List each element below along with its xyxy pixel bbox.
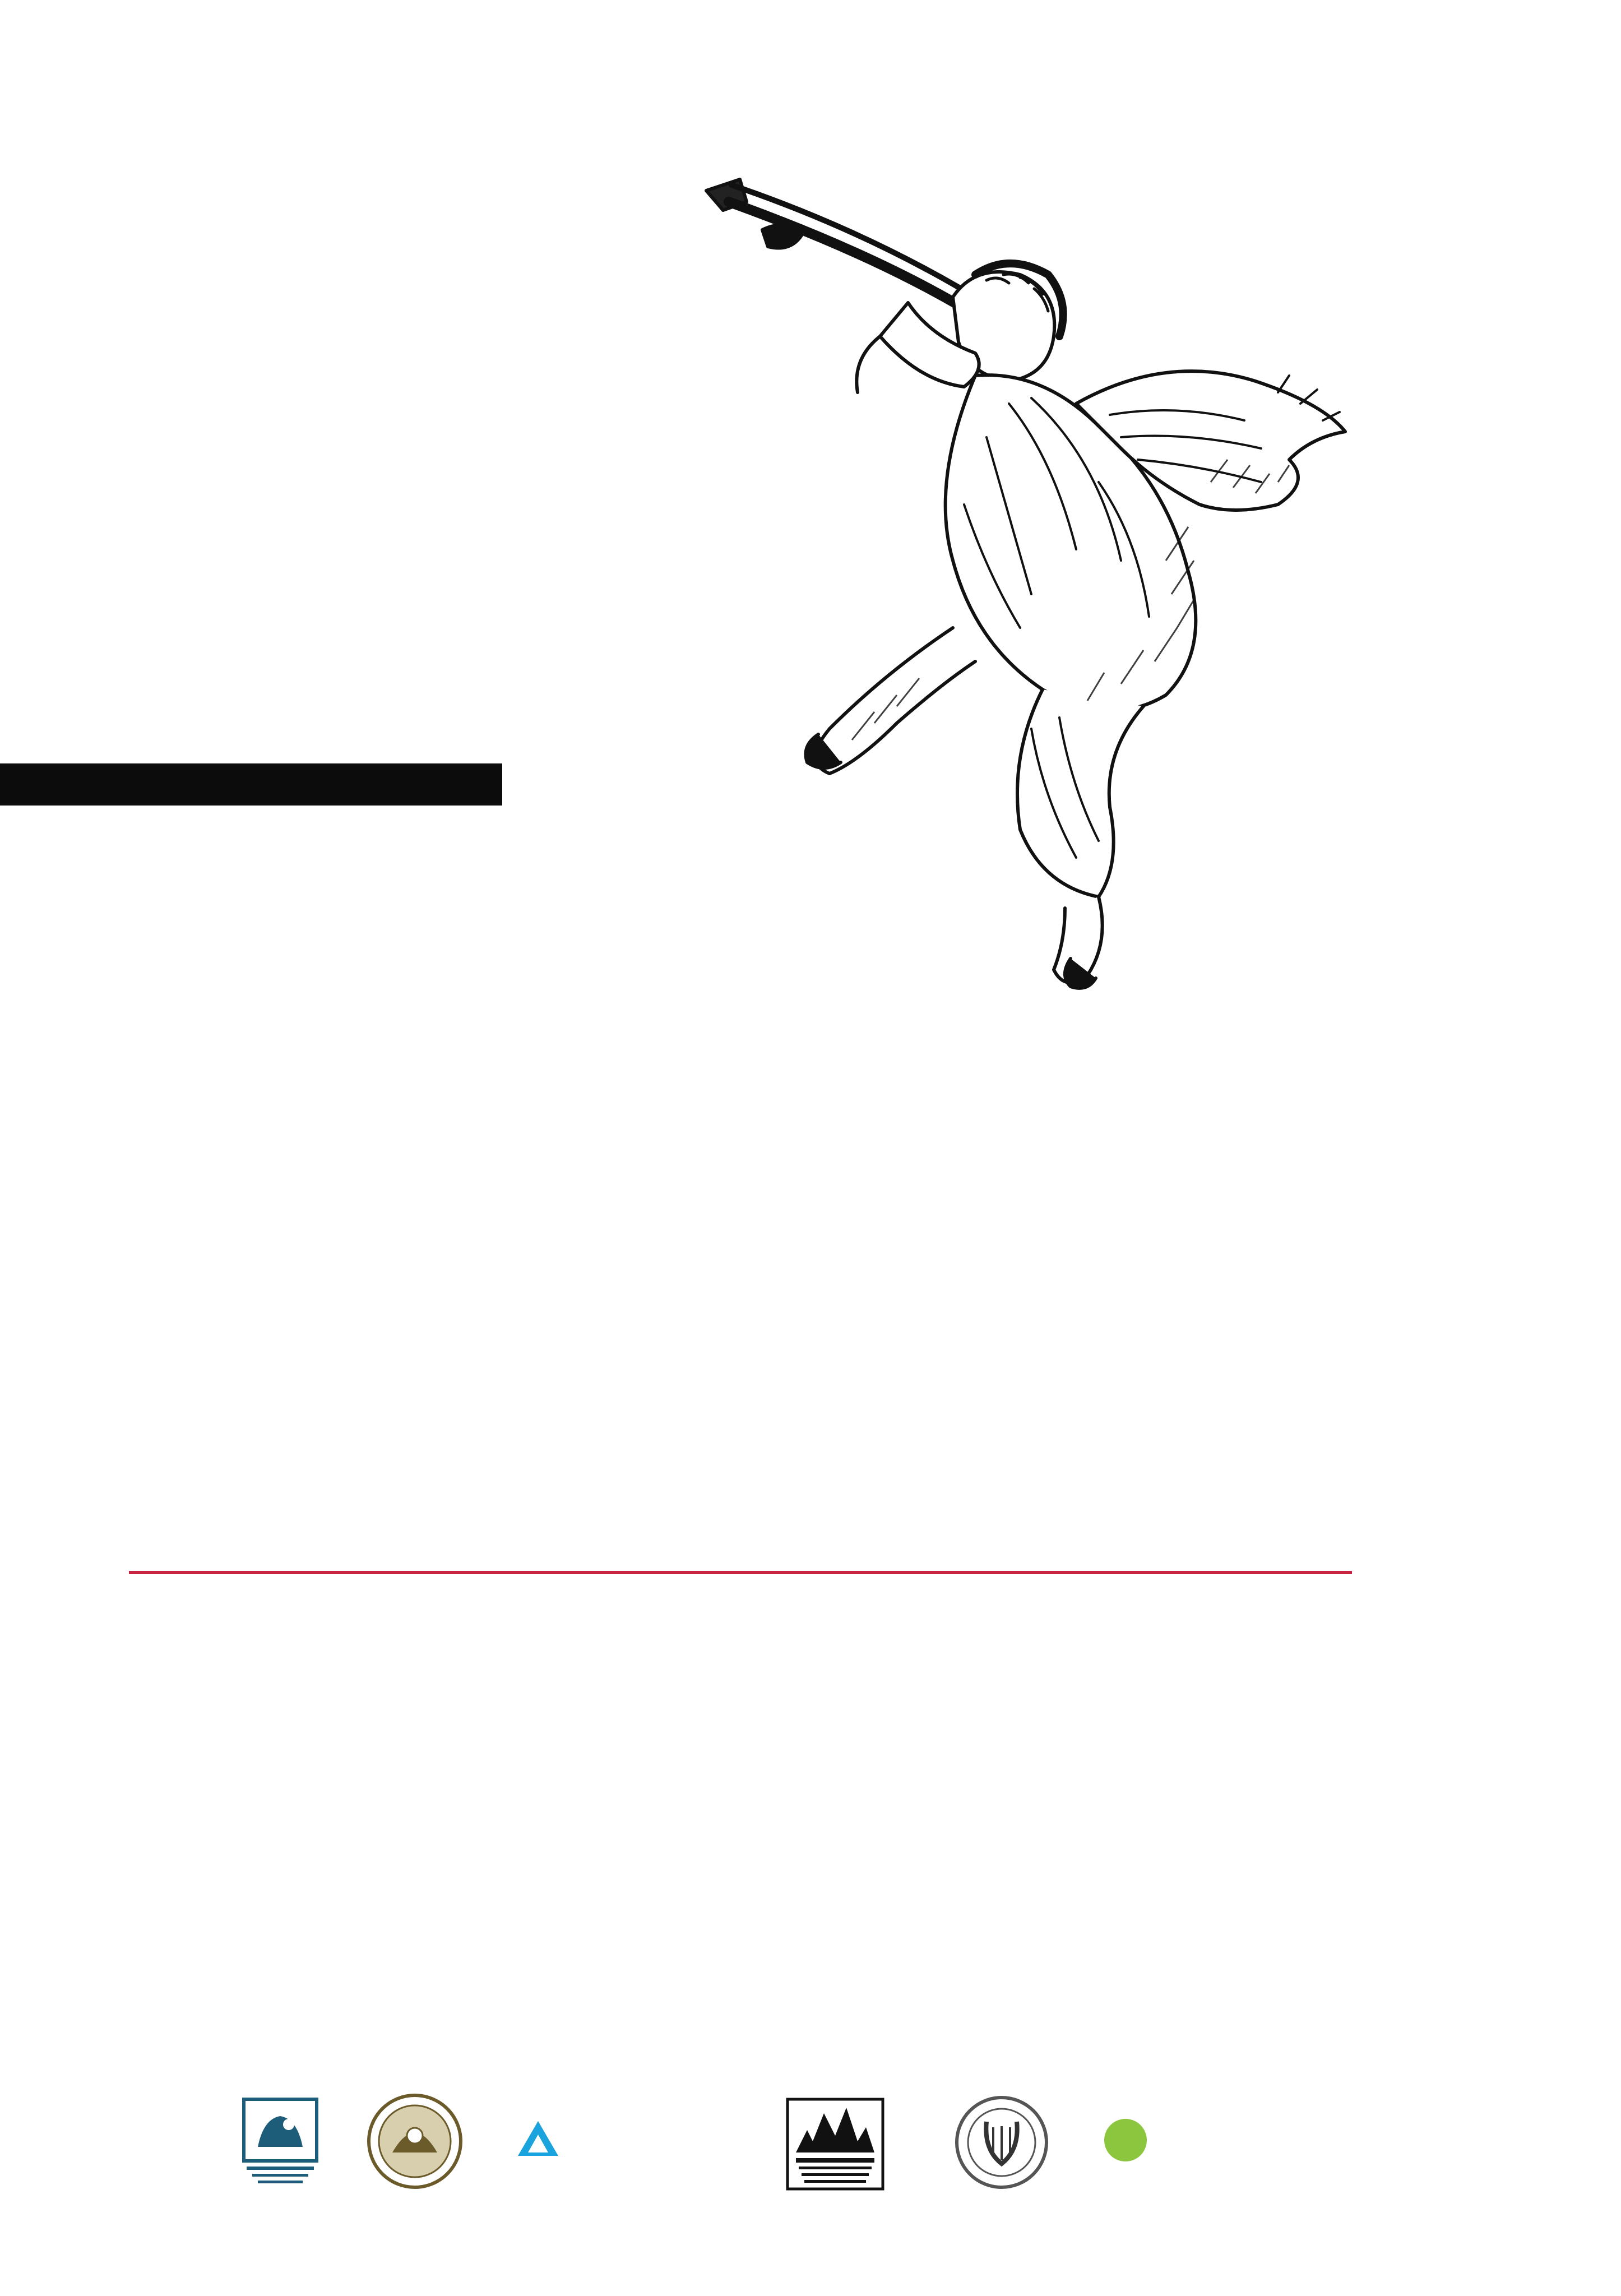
- tbc-bank-logo: [516, 2119, 566, 2158]
- angel-trumpet-illustration: [617, 168, 1368, 998]
- sponsor-logos: [213, 2085, 1278, 2209]
- conservatory-logo: [785, 2096, 886, 2192]
- ministry-lion-logo: [241, 2096, 319, 2192]
- black-accent-bar: [0, 763, 502, 806]
- mgroup-logo: [1104, 2119, 1150, 2161]
- mgroup-m-icon: [1104, 2119, 1147, 2161]
- city-seal-logo: [364, 2091, 465, 2192]
- tbc-triangle-icon: [516, 2119, 561, 2158]
- section-divider: [129, 1571, 1352, 1574]
- lyre-emblem-logo: [953, 2094, 1051, 2192]
